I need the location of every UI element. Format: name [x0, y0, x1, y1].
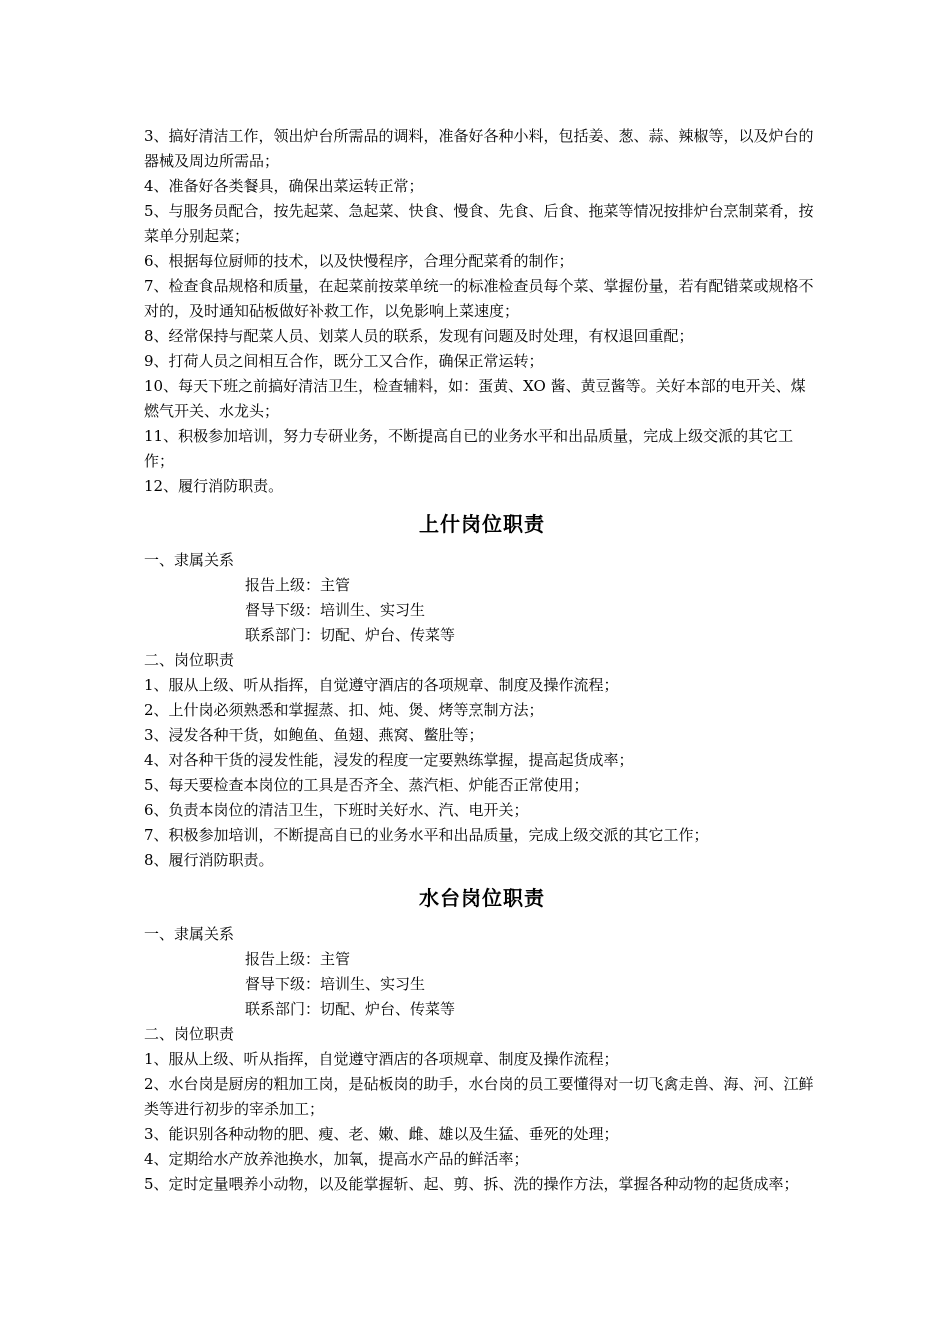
section-continued-duties: [144, 124, 820, 499]
duty-item-7: 7、检查食品规格和质量，在起菜前按菜单统一的标准检查员每个菜、掌握份量，若有配错菜或规格不对的，及时通知砧板做好补救工作，以免影响上菜速度；: [144, 277, 814, 320]
relation-report: 报告上级：主管: [245, 576, 351, 594]
duty-item-5: 5、定时定量喂养小动物，以及能掌握斩、起、剪、拆、洗的操作方法，掌握各种动物的起货成率；: [144, 1175, 799, 1193]
section-shangshi: [144, 510, 820, 873]
relation-supervise: 督导下级：培训生、实习生: [245, 975, 426, 993]
duty-item-6: 6、根据每位厨师的技术，以及快慢程序，合理分配菜肴的制作；: [144, 252, 574, 270]
duty-heading: 二、岗位职责: [144, 651, 235, 669]
duty-item-3: 3、能识别各种动物的肥、瘦、老、嫩、雌、雄以及生猛、垂死的处理；: [144, 1125, 619, 1143]
relation-contact: 联系部门：切配、炉台、传菜等: [245, 626, 456, 644]
duty-item-8: 8、经常保持与配菜人员、划菜人员的联系，发现有问题及时处理，有权退回重配；: [144, 327, 694, 345]
relation-supervise: 督导下级：培训生、实习生: [245, 601, 426, 619]
relation-contact: 联系部门：切配、炉台、传菜等: [245, 1000, 456, 1018]
duty-item-6: 6、负责本岗位的清洁卫生，下班时关好水、汽、电开关；: [144, 801, 529, 819]
duty-item-5: 5、与服务员配合，按先起菜、急起菜、快食、慢食、先食、后食、拖菜等情况按排炉台烹制菜肴，按菜单分别起菜；: [144, 202, 814, 245]
section-title: 上什岗位职责: [419, 512, 545, 536]
relation-heading: 一、隶属关系: [144, 551, 235, 569]
duty-item-2: 2、上什岗必须熟悉和掌握蒸、扣、炖、煲、烤等烹制方法；: [144, 701, 544, 719]
duty-item-4: 4、定期给水产放养池换水，加氧，提高水产品的鲜活率；: [144, 1150, 529, 1168]
duty-item-7: 7、积极参加培训，不断提高自已的业务水平和出品质量，完成上级交派的其它工作；: [144, 826, 709, 844]
duty-item-3: 3、浸发各种干货，如鲍鱼、鱼翅、燕窝、鳖肚等；: [144, 726, 484, 744]
duty-item-9: 9、打荷人员之间相互合作，既分工又合作，确保正常运转；: [144, 352, 544, 370]
duty-item-11: 11、积极参加培训，努力专研业务，不断提高自已的业务水平和出品质量，完成上级交派的其它工作；: [144, 427, 794, 470]
duty-item-10: 10、每天下班之前搞好清洁卫生，检查辅料，如：蛋黄、XO 酱、黄豆酱等。关好本部的电开关、煤燃气开关、水龙头；: [144, 377, 806, 420]
duty-item-5: 5、每天要检查本岗位的工具是否齐全、蒸汽柜、炉能否正常使用；: [144, 776, 589, 794]
duty-item-8: 8、履行消防职责。: [144, 851, 274, 869]
duty-item-4: 4、准备好各类餐具，确保出菜运转正常；: [144, 177, 424, 195]
duty-item-4: 4、对各种干货的浸发性能，浸发的程度一定要熟练掌握，提高起货成率；: [144, 751, 634, 769]
relation-heading: 一、隶属关系: [144, 925, 235, 943]
section-shuitai: [144, 884, 820, 1197]
relation-report: 报告上级：主管: [245, 950, 351, 968]
duty-item-2: 2、水台岗是厨房的粗加工岗，是砧板岗的助手，水台岗的员工要懂得对一切飞禽走兽、海、河、江鲜类等进行初步的宰杀加工；: [144, 1075, 814, 1118]
duty-item-1: 1、服从上级、听从指挥，自觉遵守酒店的各项规章、制度及操作流程；: [144, 1050, 619, 1068]
document-page: [144, 124, 820, 1197]
section-title: 水台岗位职责: [419, 886, 545, 910]
duty-item-3: 3、搞好清洁工作，领出炉台所需品的调料，准备好各种小料，包括姜、葱、蒜、辣椒等，以及炉台的器械及周边所需品；: [144, 127, 814, 170]
duty-item-1: 1、服从上级、听从指挥，自觉遵守酒店的各项规章、制度及操作流程；: [144, 676, 619, 694]
duty-item-12: 12、履行消防职责。: [144, 477, 284, 495]
duty-heading: 二、岗位职责: [144, 1025, 235, 1043]
